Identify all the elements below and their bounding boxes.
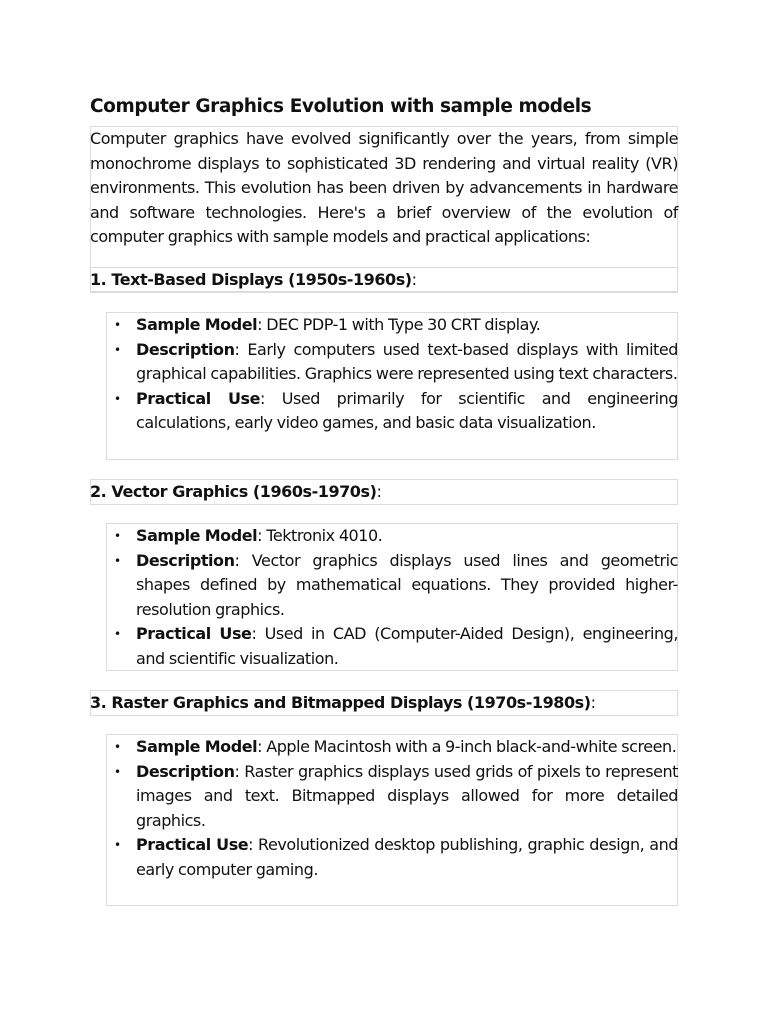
bullet-icon: • bbox=[114, 342, 121, 357]
item-text: : Used in CAD (Computer-Aided Design), engineering, and scientific visualization. bbox=[136, 624, 678, 668]
section-1-heading bbox=[90, 268, 678, 292]
list-item bbox=[106, 549, 678, 623]
bullet-icon: • bbox=[114, 740, 121, 754]
bullet-icon: • bbox=[114, 764, 121, 779]
section-3-heading-text: 3. Raster Graphics and Bitmapped Displays (1970s-1980s) bbox=[90, 693, 591, 712]
item-text: : Used primarily for scientific and engineering calculations, early video games, and basic data visualization. bbox=[136, 388, 678, 432]
item-text: : Revolutionized desktop publishing, graphic design, and early computer gaming. bbox=[136, 835, 678, 879]
item-text: : Early computers used text-based displays with limited graphical capabilities. Graphics were represented using text characters. bbox=[136, 339, 678, 383]
item-label: Description bbox=[136, 339, 235, 359]
item-label: Practical Use bbox=[136, 835, 249, 854]
bullet-icon: • bbox=[114, 529, 121, 543]
list-item bbox=[106, 524, 678, 549]
bullet-icon: • bbox=[114, 391, 121, 406]
section-3-heading bbox=[90, 691, 678, 715]
section-1-list bbox=[106, 313, 678, 436]
item-label: Practical Use bbox=[136, 624, 252, 643]
item-label: Sample Model bbox=[136, 315, 258, 334]
list-item bbox=[106, 735, 678, 760]
item-label: Description bbox=[136, 550, 235, 570]
item-label: Sample Model bbox=[136, 737, 258, 756]
section-2-list bbox=[106, 524, 678, 671]
item-label: Practical Use bbox=[136, 388, 260, 408]
section-2-heading-suffix: : bbox=[376, 482, 382, 501]
item-label: Sample Model bbox=[136, 526, 258, 545]
intro-paragraph: Computer graphics have evolved significantly over the years, from simple monochrome displays to sophisticated 3D rendering and virtual reality (VR) environments. This evolution has been driven by advancements in hardware and software technologies. Here's a brief overview of the evolution of computer graphics with sample models and practical applications: bbox=[90, 129, 678, 246]
bullet-icon: • bbox=[114, 627, 121, 641]
item-text: : Tektronix 4010. bbox=[257, 526, 383, 545]
section-2-heading-text: 2. Vector Graphics (1960s-1970s) bbox=[90, 482, 377, 501]
page-title: Computer Graphics Evolution with sample models bbox=[90, 96, 592, 117]
bullet-icon: • bbox=[114, 838, 121, 852]
item-text: : DEC PDP-1 with Type 30 CRT display. bbox=[257, 315, 541, 334]
list-item bbox=[106, 622, 678, 671]
item-label: Description bbox=[136, 761, 235, 781]
list-item bbox=[106, 387, 678, 436]
section-3-list bbox=[106, 735, 678, 882]
bullet-icon: • bbox=[114, 318, 121, 332]
list-item bbox=[106, 833, 678, 882]
section-1-heading-text: 1. Text-Based Displays (1950s-1960s) bbox=[90, 270, 412, 289]
section-1-heading-suffix: : bbox=[411, 270, 417, 289]
item-text: : Vector graphics displays used lines and geometric shapes defined by mathematical equations. They provided higher-resolution graphics. bbox=[136, 550, 678, 619]
item-text: : Raster graphics displays used grids of pixels to represent images and text. Bitmapped displays allowed for more detailed graphics. bbox=[136, 761, 678, 830]
list-item bbox=[106, 760, 678, 834]
bullet-icon: • bbox=[114, 553, 121, 568]
item-text: : Apple Macintosh with a 9-inch black-and-white screen. bbox=[257, 737, 677, 756]
section-3-heading-suffix: : bbox=[590, 693, 596, 712]
section-2-heading bbox=[90, 480, 678, 504]
list-item bbox=[106, 313, 678, 338]
list-item bbox=[106, 338, 678, 387]
